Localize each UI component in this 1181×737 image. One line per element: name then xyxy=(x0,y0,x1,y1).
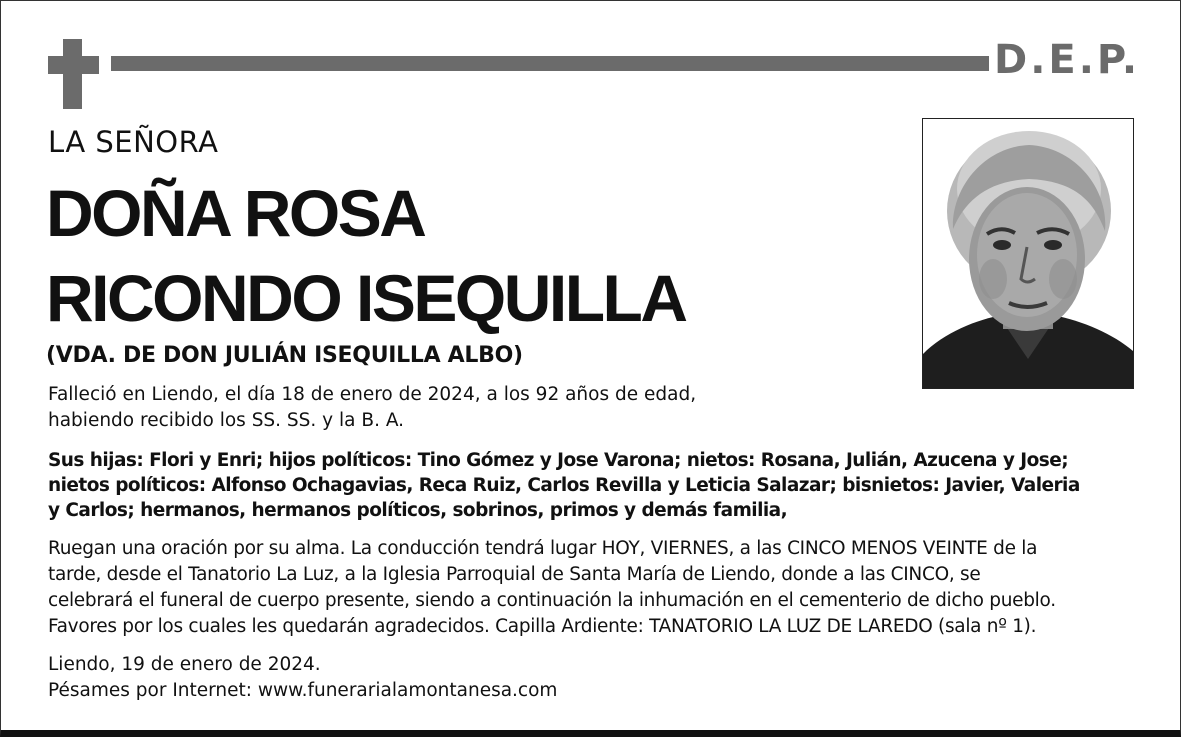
footer-date: Liendo, 19 de enero de 2024. xyxy=(48,654,321,675)
footer-web: Pésames por Internet: www.funerarialamontanesa.com xyxy=(48,680,558,701)
header-rule xyxy=(111,56,989,71)
footer xyxy=(48,652,557,704)
dep-heading: D.E.P. xyxy=(994,37,1141,83)
name-line-1: DOÑA ROSA xyxy=(46,176,425,250)
funeral-details xyxy=(48,536,1138,640)
funeral-line: Favores por los cuales les quedarán agradecidos. Capilla Ardiente: TANATORIO LA LUZ DE LAREDO (sala nº 1). xyxy=(48,616,1037,637)
death-details xyxy=(48,382,696,434)
deceased-name xyxy=(46,171,686,341)
funeral-line: celebrará el funeral de cuerpo presente, siendo a continuación la inhumación en el cementerio de dicho pueblo. xyxy=(48,590,1056,611)
honorific: LA SEÑORA xyxy=(48,125,219,159)
funeral-line: tarde, desde el Tanatorio La Luz, a la Iglesia Parroquial de Santa María de Liendo, donde a las CINCO, se xyxy=(48,564,981,585)
cross-icon xyxy=(63,39,82,109)
family-line: y Carlos; hermanos, hermanos políticos, sobrinos, primos y demás familia, xyxy=(48,500,788,521)
portrait-icon xyxy=(923,119,1133,388)
family-line: nietos políticos: Alfonso Ochagavias, Reca Ruiz, Carlos Revilla y Leticia Salazar; bisnietos: Javier, Valeria xyxy=(48,475,1080,496)
widow-line: (VDA. DE DON JULIÁN ISEQUILLA ALBO) xyxy=(46,343,523,368)
name-line-2: RICONDO ISEQUILLA xyxy=(46,261,686,335)
portrait-photo xyxy=(922,118,1134,389)
family-line: Sus hijas: Flori y Enri; hijos políticos: Tino Gómez y Jose Varona; nietos: Rosana, Julián, Azucena y Jose; xyxy=(48,450,1069,471)
cross-icon-bar xyxy=(48,56,99,74)
funeral-line: Ruegan una oración por su alma. La conducción tendrá lugar HOY, VIERNES, a las CINCO MENOS VEINTE de la xyxy=(48,538,1038,559)
death-details-line: habiendo recibido los SS. SS. y la B. A. xyxy=(48,410,405,431)
death-details-line: Falleció en Liendo, el día 18 de enero de 2024, a los 92 años de edad, xyxy=(48,384,697,405)
family-list xyxy=(48,448,1138,523)
